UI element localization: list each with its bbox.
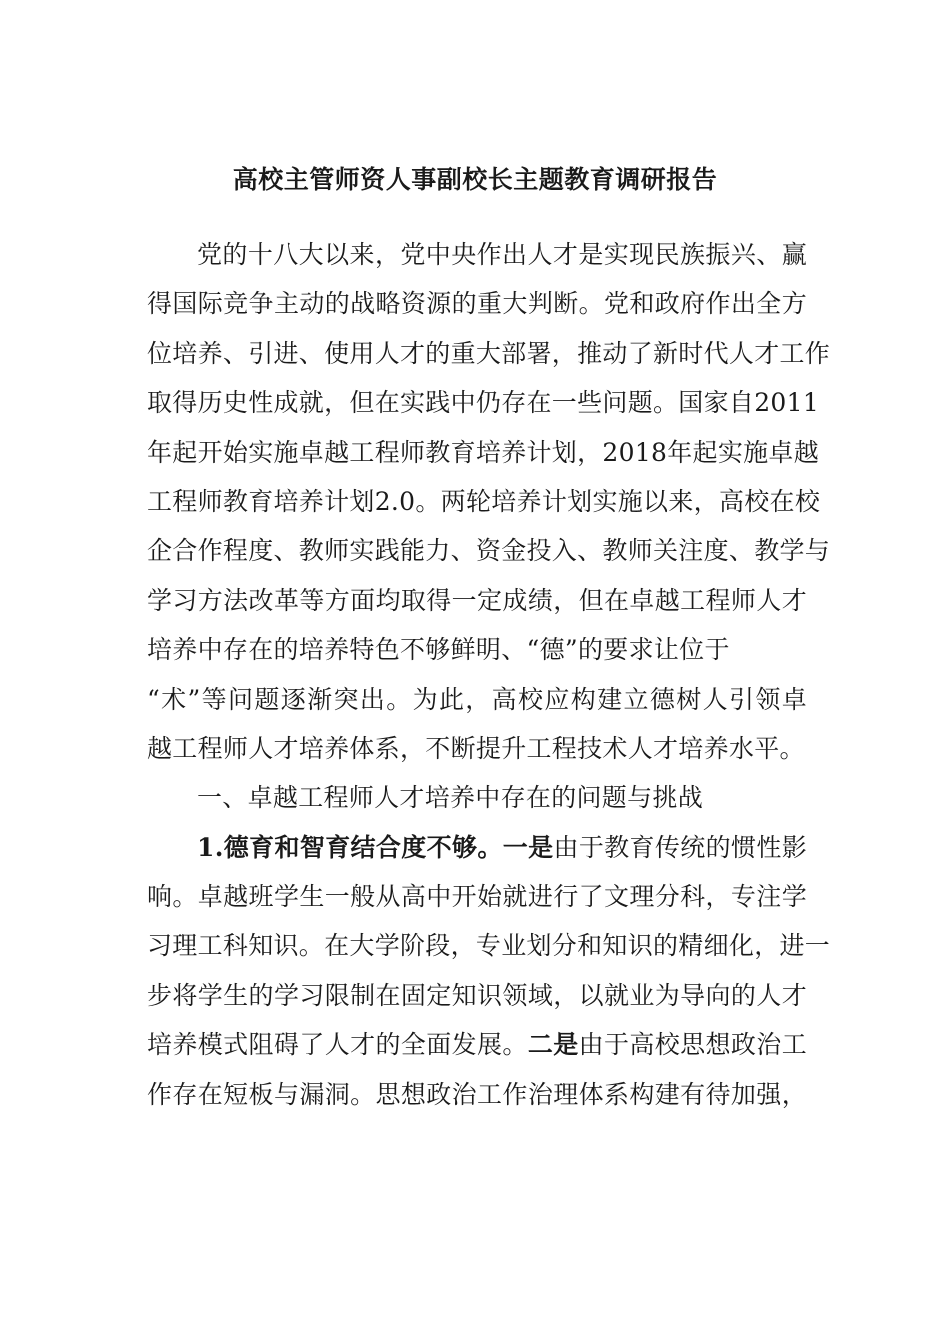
line-text-after: 由于高校思想政治工 (578, 1030, 807, 1060)
paragraph-line: 作存在短板与漏洞。思想政治工作治理体系构建有待加强， (147, 1079, 807, 1109)
line-text-before: 培养模式阻碍了人才的全面发展。 (147, 1030, 528, 1060)
paragraph-line: 得国际竞争主动的战略资源的重大判断。党和政府作出全方 (147, 289, 807, 319)
paragraph-line-mixed (147, 1020, 807, 1069)
point-heading: 1.德育和智育结合度不够。 (197, 832, 503, 862)
first-line-text: 由于教育传统的惯性影 (553, 832, 807, 862)
section-heading: 一、卓越工程师人才培养中存在的问题与挑战 (197, 783, 704, 813)
paragraph-line: 位培养、引进、使用人才的重大部署，推动了新时代人才工作 (147, 338, 831, 368)
paragraph-line: 党的十八大以来，党中央作出人才是实现民族振兴、赢 (197, 240, 807, 269)
paragraph-line: 越工程师人才培养体系，不断提升工程技术人才培养水平。 (147, 733, 805, 763)
paragraph-line: 习理工科知识。在大学阶段，专业划分和知识的精细化，进一 (147, 931, 831, 961)
document-title: 高校主管师资人事副校长主题教育调研报告 (232, 165, 718, 194)
second-marker: 二是 (527, 1030, 579, 1060)
paragraph-line: 企合作程度、教师实践能力、资金投入、教师关注度、教学与 (147, 536, 831, 566)
paragraph-line: 学习方法改革等方面均取得一定成绩，但在卓越工程师人才 (147, 585, 807, 615)
point-first-line (147, 823, 807, 872)
paragraph-line: 步将学生的学习限制在固定知识领域，以就业为导向的人才 (147, 980, 807, 1010)
paragraph-line: 年起开始实施卓越工程师教育培养计划，2018年起实施卓越 (147, 437, 820, 467)
paragraph-line: 工程师教育培养计划2.0。两轮培养计划实施以来，高校在校 (147, 486, 821, 516)
document-body (147, 230, 831, 1119)
paragraph-line: “术”等问题逐渐突出。为此，高校应构建立德树人引领卓 (147, 684, 807, 714)
paragraph-line: 培养中存在的培养特色不够鲜明、“德”的要求让位于 (147, 635, 730, 665)
paragraph-line: 响。卓越班学生一般从高中开始就进行了文理分科，专注学 (147, 882, 807, 912)
paragraph-line: 取得历史性成就，但在实践中仍存在一些问题。国家自2011 (147, 388, 820, 418)
first-marker: 一是 (502, 832, 554, 862)
